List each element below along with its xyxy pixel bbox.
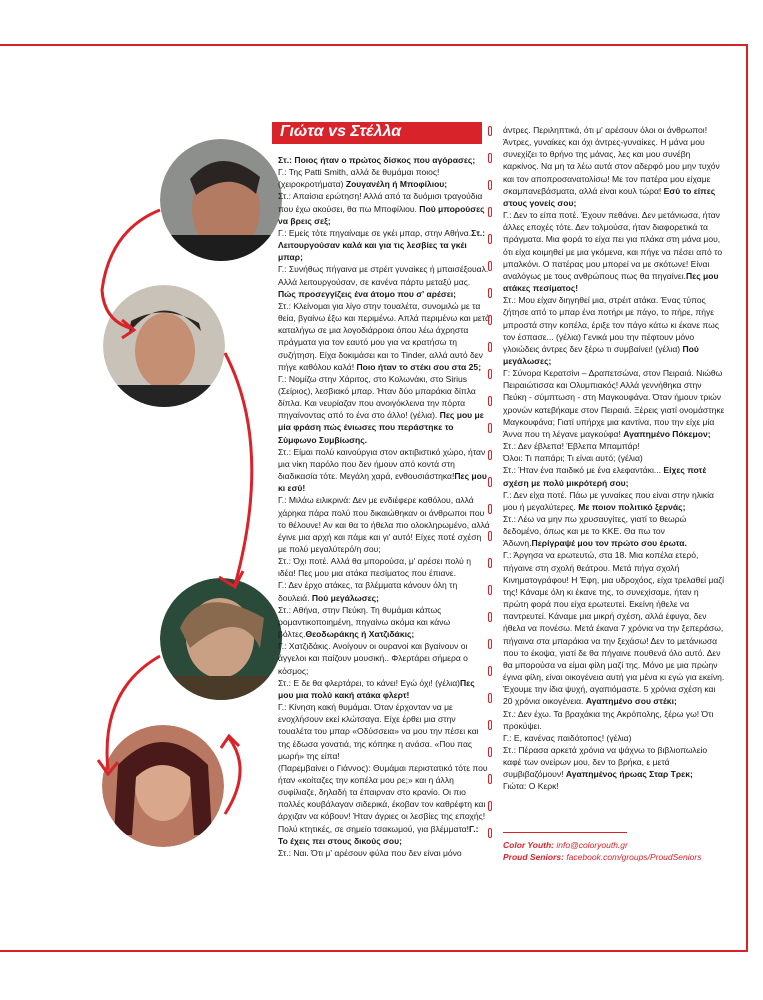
divider-mark — [488, 774, 492, 784]
interview-answer: Στ.: Μου είχαν διηγηθεί μια, στρέιτ ατάκα. Ένας τύπος ζήτησε από το μπαρ ένα ποτήρι με πάγο, το πήρε, πήγε μπροστά στην κοπέλα, έριξε τον πάγο κάτω κι έκανε πως τον έσπασε... (γέλια) Γενικά μου την πέφτουν μόνο γλοιώδεις άντρες δεν ξέρω τι συμβαίνει! (γέλια) — [503, 295, 719, 354]
interview-answer: Γιώτα: Ο Κερκ! — [503, 781, 559, 792]
divider-mark — [488, 720, 492, 730]
interview-question: Αγαπημένος ήρωας Σταρ Τρεκ; — [565, 769, 693, 780]
divider-mark — [488, 153, 492, 163]
divider-mark — [488, 558, 492, 568]
interview-answer: Στ.: Λέω να μην πω χρυσαυγίτες, γιατί το θεωρώ δεδομένο, όπως και με το ΚΚΕ. Θα πω τον Άδωνη. — [503, 514, 687, 549]
interview-question: Θεοδωράκης ή Χατζιδάκις; — [305, 629, 415, 640]
divider-mark — [488, 612, 492, 622]
credits-rule — [503, 832, 627, 833]
divider-mark — [488, 504, 492, 514]
interview-question: Γ.: Το έχεις πει στους δικούς σου; — [278, 823, 479, 846]
arrow-icon — [90, 200, 200, 340]
interview-answer: άντρες. Περιληπτικά, ότι μ' αρέσουν όλοι οι άνθρωποι! Άντρες, γυναίκες και όχι άντρες-γυναίκες. Η μάνα μου συνεχίζει το θρήνο της μάνας, λες και μου συνέβη καρκίνος. Να μη τα λέω αυτά στον αδερφό μου μην τυχόν και τον αποπροσανατολίσω! Με τον πατέρα μου είχαμε σκαμπανεβάσματα, αλλά είναι κουλ τώρα! — [503, 125, 720, 196]
interview-question: Πες μου με μία φράση πώς ένιωσες που περάστηκε το Σύμφωνο Συμβίωσης. — [278, 410, 484, 445]
divider-mark — [488, 261, 492, 271]
interview-answer: Γ.: Μιλάω ειλικρινά: Δεν με ενδιέφερε καθόλου, αλλά χάρηκα πάρα πολύ που δικαιώθηκαν οι άνθρωποι που το θέλουνε! Αν και θα το ήθελα πιο ολοκληρωμένο, αλλά έγινε μια αρχή και πάμε και γι' αυτό! Είχες ποτέ σχέση με πολύ μεγαλύτερό/η σου; — [278, 495, 490, 554]
interview-answer: Γ.: Κίνηση κακή θυμάμαι. Όταν έρχονταν να με ενοχλήσουν εκεί κλώτσαγα. Είχε έρθει μια στην τουαλέτα του μπαρ «Οδύσσεια» να μου την πέσει και της έδωσα γονατιά, της κόπηκε η ανάσα. «Που πας μωρή» της είπα! — [278, 702, 479, 761]
photo-giota-2 — [160, 578, 282, 700]
interview-question: Ζουγανέλη ή Μποφίλιου; — [345, 179, 448, 190]
divider-mark — [488, 234, 492, 244]
facebook-link[interactable]: facebook.com/groups/ProudSeniors — [566, 852, 702, 862]
interview-answer: Γ.: Χατζιδάκις. Ανοίγουν οι ουρανοί και βγαίνουν οι άγγελοι και παίζουν μουσική.. Φλερτάρει σήμερα ο κόσμος; — [278, 641, 468, 676]
divider-mark — [488, 207, 492, 217]
interview-answer: Στ.: Πέρασα αρκετά χρόνια να ψάχνω το βιβλιοπωλείο καφέ των ονείρων μου, δεν το βρήκα, ε μετά συμβιβαζόμουν! — [503, 744, 708, 780]
interview-question: Πώς προσεγγίζεις ένα άτομο που σ' αρέσει; — [278, 288, 456, 299]
interview-question: Αγαπημένο Πόκεμον; — [623, 428, 711, 439]
divider-mark — [488, 126, 492, 136]
interview-question: Εσύ το είπες στους γονείς σου; — [503, 185, 716, 208]
interview-answer: Στ.: Δεν έχω. Τα βραχάκια της Ακρόπολης, ξέρω γω! Ότι προκύψει. — [503, 708, 714, 731]
divider-mark — [488, 828, 492, 838]
interview-answer: Γ: Σύνορα Κερατσίνι – Δραπετσώνα, στον Πειραιά. Νιώθω Πειραιώτισσα και Ολυμπιακός! Αλλά γεννήθηκα στην Πεύκη - σύμπτωση - στη Μαγκουφάνα. Όταν ήμουν τριών χρονών κατεβήκαμε στον Πειραιά. Ξέρεις γιατί ονομάστηκε Μαγκουφάνα; Γιατί υπήρχε μια καντίνα, που την είχε μία Άννα που τη λέγανε μαγκούφα! — [503, 368, 725, 439]
interview-answer: Στ.: Ήταν ένα παιδικό με ένα ελεφαντάκι... — [503, 465, 664, 476]
interview-question: Στ.: Λειτουργούσαν καλά και για τις λεσβίες τα γκέι μπαρ; — [278, 227, 486, 263]
interview-question: Πού μεγάλωσες; — [503, 343, 699, 366]
interview-question: Πες μου ατάκες πεσίματος! — [503, 270, 719, 294]
divider-mark — [488, 396, 492, 406]
interview-question: Αγαπημένο σου στέκι; — [585, 696, 677, 707]
divider-mark — [488, 801, 492, 811]
interview-answer: Στ.: Ε δε θα φλερτάρει, το κάνει! Εγώ όχι! (γέλια) — [278, 677, 460, 688]
interview-question: Περίγραψέ μου τον πρώτο σου έρωτα. — [531, 538, 687, 549]
divider-mark — [488, 450, 492, 460]
divider-mark — [488, 477, 492, 487]
column-divider-marks — [488, 126, 496, 855]
interview-answer: Γ.: Δεν είχα ποτέ. Πάω με γυναίκες που είναι στην ηλικία μου ή μεγαλύτερες. — [503, 489, 714, 512]
interview-question: Πες μου κι εσύ! — [278, 471, 487, 494]
interview-question: Πού μπορούσες να βρεις σεξ; — [278, 203, 485, 226]
interview-answer: Γ.: Της Patti Smith, αλλά δε θυμάμαι ποιος! (χειροκροτήματα) — [278, 167, 440, 190]
divider-mark — [488, 288, 492, 298]
credit-color-youth: Color Youth: info@coloryouth.gr — [503, 840, 628, 850]
article-column-right — [503, 124, 725, 793]
interview-answer: Στ.: Είμαι πολύ καινούργια στον ακτιβιστικό χώρο, ήταν μια νίκη παρόλο που δεν ήμουν από κοντά στη διαδικασία τότε. Μεγάλη χαρά, ενθουσιάστηκα! — [278, 446, 486, 482]
interview-answer: Γ.: Συνήθως πήγαινα με στρέιτ γυναίκες ή μπαισέξουαλ. Αλλά λειτουργούσαν, σε κανένα πάρτυ μεταξύ μας. — [278, 264, 489, 287]
interview-answer: Γ.: Άργησα να ερωτευτώ, στα 18. Μια κοπέλα ετερό, πήγαινε στη σχολή θεάτρου. Μετά πήγα σχολή Κινηματογράφου! Η Έφη, μια υδροχόος, είχα τρελαθεί μαζί της! Κάναμε όλη κι έκανε της, το συνεχίσαμε, ήταν η πρώτη φορά που είχα ερωτευτεί. Εκείνη ήθελε να παντρευτεί. Κάναμε μια μικρή σχέση, αλλά έφυγα, δεν ήθελα να πονέσω. Μετά έκανα 7 χρόνια να την ξεπεράσω, πήγαινα στα μπαράκια να την ξεχάσω! Δεν το μετάνιωσα που το έκοψα, γιατί δε θα πήγαινε πουθενά όλο αυτό. Δεν θα μπορούσα να είμαι φίλη μαζί της. Μόνο με μια πρώην έγινα φίλη, είναι οικογένεια αυτή για μένα κι εγώ για εκείνη. Έχουμε την ίδια ψυχή, αγαπιόμαστε. 5 χρόνια σχέση και 20 χρόνια οικογένεια. — [503, 550, 725, 707]
credit-proud-seniors: Proud Seniors: facebook.com/groups/ProudSeniors — [503, 852, 702, 862]
interview-question: Είχες ποτέ σχέση με πολύ μικρότερή σου; — [503, 465, 707, 488]
article-column-left — [278, 154, 490, 859]
interview-answer: Στ.: Απαίσια ερώτηση! Αλλά από τα δυόμισι τραγούδια που έχω ακούσει, θα πω Μποφίλιου. — [278, 191, 483, 214]
interview-answer: Γ.: Ε, κανένας παιδότοπος! (γέλια) — [503, 732, 632, 743]
interview-answer: Στ.: Ναι. Ότι μ' αρέσουν φύλα που δεν είναι μόνο — [278, 847, 462, 858]
article-title-bar — [272, 122, 482, 144]
divider-mark — [488, 747, 492, 757]
interview-answer: Όλοι: Τι παπάρι; Τι είναι αυτό; (γέλια) — [503, 453, 643, 464]
divider-mark — [488, 315, 492, 325]
interview-question: Στ.: Ποιος ήταν ο πρώτος δίσκος που αγόρασες; — [278, 155, 476, 165]
arrow-icon — [215, 730, 255, 820]
divider-mark — [488, 693, 492, 703]
divider-mark — [488, 531, 492, 541]
arrow-icon — [215, 345, 275, 595]
interview-answer: Στ.: Δεν έβλεπα! Έβλεπα Μπαμπάρ! — [503, 441, 640, 452]
interview-answer: Στ.: Κλείνομαι για λίγο στην τουαλέτα, συνομιλώ με τα θεία, βγαίνω έξω και περιμένω. Απλά περιμένω και μετά καταλήγω σε μια λογοδιάρροια όπου λέω άχρηστα πράγματα για τον εαυτό μου για να κρατήσω τη συζήτηση. Είχα δοκιμάσει και το Tinder, αλλά αυτό δεν πήγε καθόλου καλά! — [278, 300, 490, 372]
interview-answer: Στ.: Αθήνα, στην Πεύκη. Τη θυμάμαι κάπως ρομαντικοποιημένη, πηγαίνω ακόμα και κάνω βόλτες. — [278, 604, 451, 640]
interview-answer: Γ.: Δεν το είπα ποτέ. Έχουν πεθάνει. Δεν μετάνιωσα, ήταν άλλες εποχές τότε. Δεν τολμούσα, ήταν διαφορετικά τα πράγματα. Μια φορά το είχα πει για πλάκα στη μάνα μου, ότι είχα κοιμηθεί με μια γκόμενα, και πήγε να πέσει από το μπαλκόνι. Ο πατέρας μου μπορεί να με σκότωνε! Είναι αναλόγως με τους ανθρώπους πως θα πηγαίνει. — [503, 210, 723, 281]
interview-answer: (Παρεμβαίνει ο Γιάννος): Θυμάμαι περιστατικό τότε που ήταν «κοίταζες την κοπέλα μου ρε;» και η άλλη συφίλιαζε, δηλαδή τα έπαιρναν στο κρανίο. Οι πιο πολλές κουβάλαγαν σιδερικά, έκοβαν τον καθρέφτη και άρχιζαν να κόβουν! Ήταν άγριες οι λεσβίες της εποχής! Πολύ κτητικές, σε σημείο τσακωμού, για βλέμματα! — [278, 762, 488, 834]
interview-answer: Στ.: Όχι ποτέ. Αλλά θα μπορούσα, μ' αρέσει πολύ η ιδέα! Πες μου μια ατάκα πεσίματος που έπιανε. — [278, 556, 471, 579]
divider-mark — [488, 423, 492, 433]
divider-mark — [488, 585, 492, 595]
interview-question: Με ποιον πολιτικό ξερνάς; — [578, 501, 686, 512]
interview-question: Ποιο ήταν το στέκι σου στα 25; — [356, 361, 482, 372]
interview-answer: Γ.: Δεν έρχο ατάκες, τα βλέμματα κάνουν όλη τη δουλειά. — [278, 580, 458, 603]
interview-question: Πού μεγάλωσες; — [311, 592, 379, 603]
divider-mark — [488, 666, 492, 676]
divider-mark — [488, 639, 492, 649]
interview-question: Πες μου μια πολύ κακή ατάκα φλερτ! — [278, 677, 475, 700]
divider-mark — [488, 342, 492, 352]
arrow-icon — [90, 650, 170, 790]
interview-answer: Γ.: Νομίζω στην Χάριτος, στο Κολωνάκι, στο Sirius (Σείριος), λεσβιακό μπαρ. Ήταν δύο μπαράκια δίπλα δίπλα. Και νευρίαζαν που ανοιγόκλεινα την πόρτα πηγαίνοντας από το ένα στο άλλο! (γέλια). — [278, 373, 476, 421]
interview-answer: Γ.: Εμείς τότε πηγαίναμε σε γκέι μπαρ, στην Αθήνα. — [278, 227, 472, 238]
article-title: Γιώτα vs Στέλλα — [280, 123, 402, 140]
credits — [503, 832, 743, 863]
divider-mark — [488, 180, 492, 190]
divider-mark — [488, 369, 492, 379]
email-link[interactable]: info@coloryouth.gr — [556, 840, 628, 850]
